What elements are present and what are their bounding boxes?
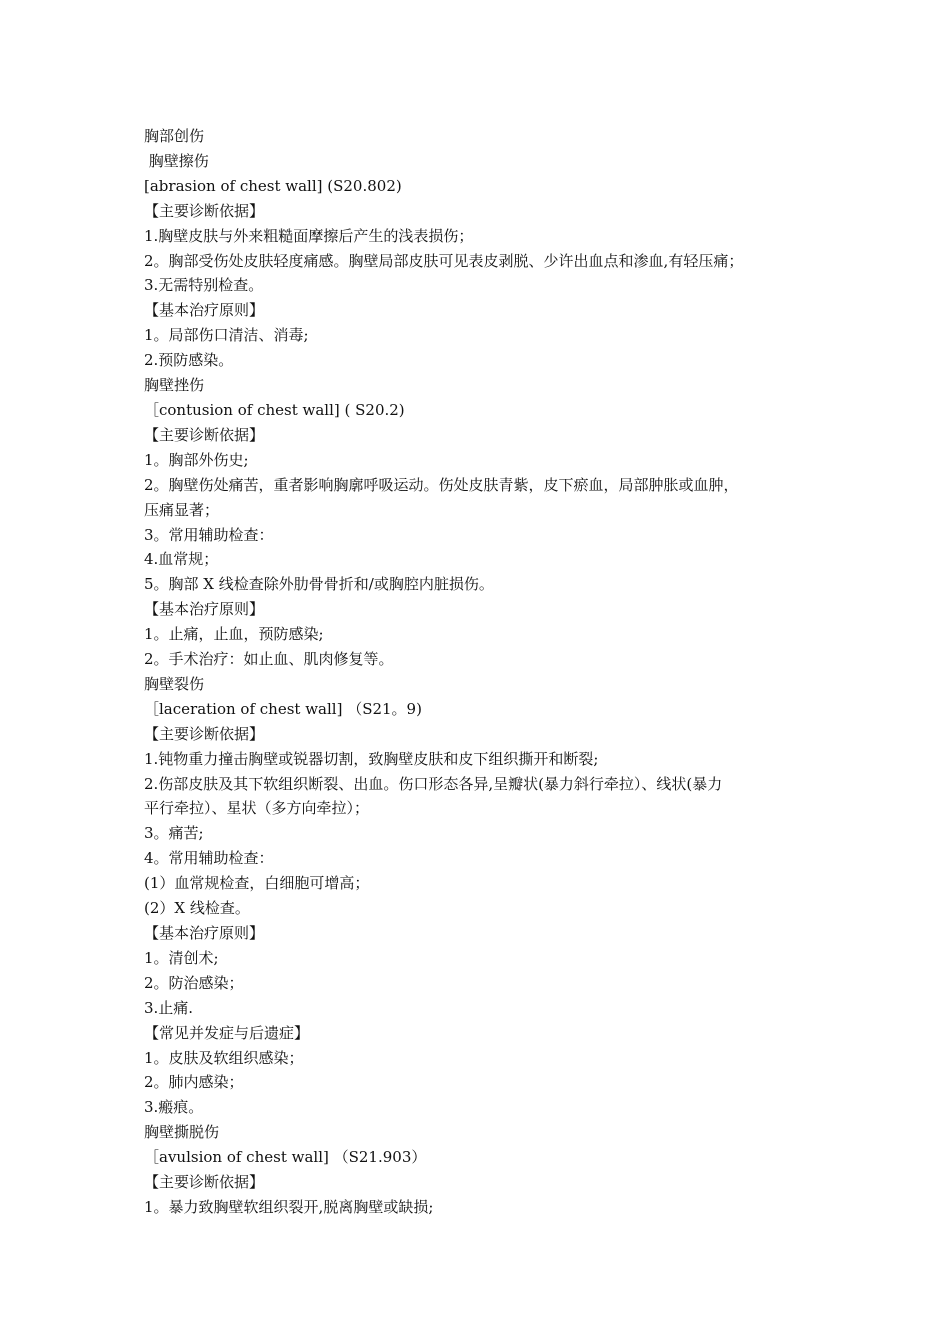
text-line: 1。清创术; <box>144 948 219 967</box>
text-line: 压痛显著； <box>144 500 220 519</box>
text-line: 1。暴力致胸壁软组织裂开,脱离胸壁或缺损; <box>144 1197 434 1216</box>
text-line: (1）血常规检查，白细胞可增高； <box>144 874 370 893</box>
text-line: 3。痛苦; <box>144 824 204 843</box>
text-line: 3.无需特别检查。 <box>144 276 264 295</box>
text-line: 4.血常规； <box>144 550 219 569</box>
text-line: 4。常用辅助检查： <box>144 849 274 868</box>
text-line: 1。局部伤口清洁、消毒; <box>144 326 309 345</box>
text-line: 3。常用辅助检查： <box>144 525 274 544</box>
diagnosis-heading: 【主要诊断依据】 <box>144 724 265 743</box>
subsection-title: 胸壁撕脱伤 <box>144 1123 220 1142</box>
text-line: 1。胸部外伤史; <box>144 450 249 469</box>
section-title: 胸部创伤 <box>144 127 205 145</box>
treatment-heading: 【基本治疗原则】 <box>144 600 265 619</box>
icd-code-line: ［contusion of chest wall] ( S20.2) <box>144 400 405 419</box>
treatment-heading: 【基本治疗原则】 <box>144 301 265 320</box>
subsection-title: 胸壁擦伤 <box>144 151 209 170</box>
text-line: 2。胸部受伤处皮肤轻度痛感。胸壁局部皮肤可见表皮剥脱、少许出血点和渗血,有轻压痛； <box>144 251 744 270</box>
text-line: 3.瘢痕。 <box>144 1098 204 1117</box>
text-line: 1.胸壁皮肤与外来粗糙面摩擦后产生的浅表损伤； <box>144 226 474 245</box>
text-line: 1.钝物重力撞击胸壁或锐器切割，致胸壁皮肤和皮下组织撕开和断裂; <box>144 749 599 768</box>
text-line: 2。胸壁伤处痛苦，重者影响胸廓呼吸运动。伤处皮肤青紫，皮下瘀血，局部肿胀或血肿， <box>144 475 739 494</box>
text-line: 2.伤部皮肤及其下软组织断裂、出血。伤口形态各异,呈瓣状(暴力斜行牵拉）、线状(暴力 <box>144 774 723 793</box>
treatment-heading: 【基本治疗原则】 <box>144 924 265 942</box>
icd-code-line: ［avulsion of chest wall] （S21.903） <box>144 1148 427 1167</box>
text-line: 2。防治感染； <box>144 973 244 992</box>
text-line: 2.预防感染。 <box>144 351 234 370</box>
document-body <box>144 124 824 1220</box>
text-line: 5。胸部 X 线检查除外肋骨骨折和/或胸腔内脏损伤。 <box>144 575 494 594</box>
subsection-title: 胸壁裂伤 <box>144 674 205 693</box>
complications-heading: 【常见并发症与后遗症】 <box>144 1023 310 1042</box>
diagnosis-heading: 【主要诊断依据】 <box>144 201 265 220</box>
text-line: 1。止痛，止血，预防感染; <box>144 625 324 644</box>
text-line: 平行牵拉）、星状（多方向牵拉）； <box>144 799 370 818</box>
text-line: 2。肺内感染； <box>144 1073 244 1092</box>
text-line: 2。手术治疗：如止血、肌肉修复等。 <box>144 650 394 669</box>
icd-code-line: ［laceration of chest wall] （S21。9) <box>144 699 422 718</box>
text-line: (2）X 线检查。 <box>144 899 250 918</box>
icd-code-line: [abrasion of chest wall] (S20.802) <box>144 176 402 195</box>
subsection-title: 胸壁挫伤 <box>144 376 205 395</box>
diagnosis-heading: 【主要诊断依据】 <box>144 425 265 444</box>
diagnosis-heading: 【主要诊断依据】 <box>144 1173 265 1192</box>
text-line: 1。皮肤及软组织感染； <box>144 1048 304 1067</box>
text-line: 3.止痛. <box>144 998 194 1017</box>
